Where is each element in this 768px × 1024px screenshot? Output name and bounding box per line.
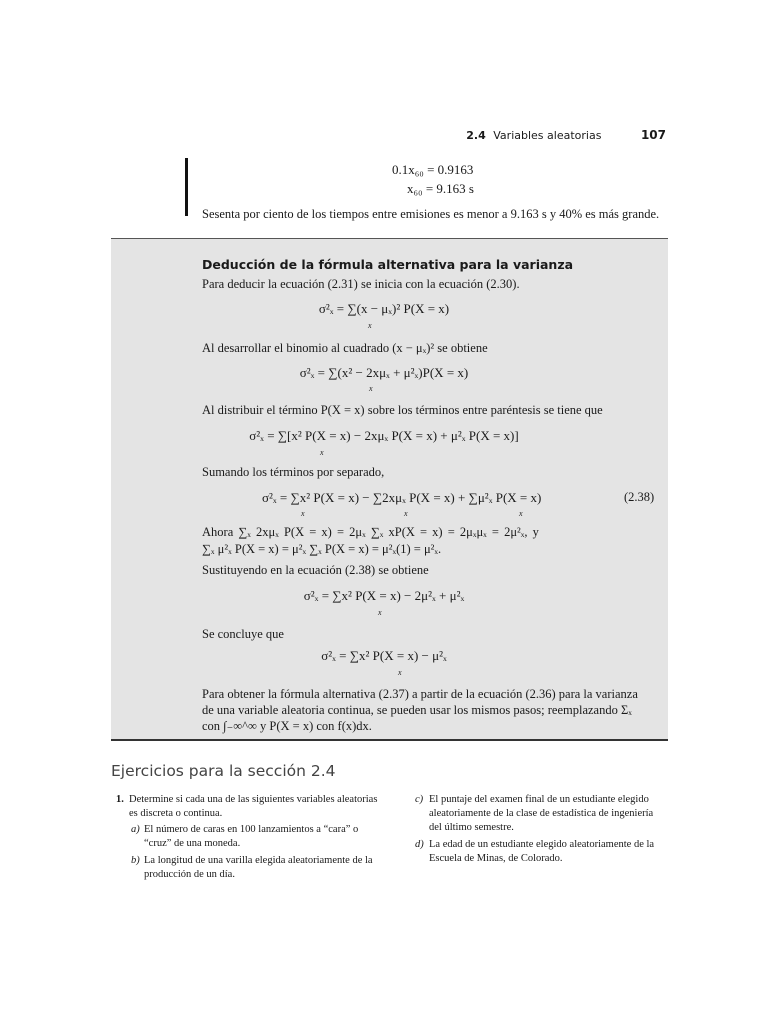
item-a-line-1: El número de caras en 100 lanzamientos a “cara” o bbox=[144, 824, 359, 835]
equation-distributed: σ²ₓ = ∑[x² P(X = x) − 2xμₓ P(X = x) + μ²ₓ P(X = x)] bbox=[249, 428, 519, 443]
equation-x60-scaled: 0.1x₆₀ = 0.9163 bbox=[392, 162, 474, 177]
equation-2-38: σ²ₓ = ∑x² P(X = x) − ∑2xμₓ P(X = x) + ∑μ²ₓ P(X = x) bbox=[262, 490, 542, 505]
equation-substituted: σ²ₓ = ∑x² P(X = x) − 2μ²ₓ + μ²ₓ bbox=[303, 588, 465, 603]
equation-x60: x₆₀ = 9.163 s bbox=[407, 181, 474, 196]
sum-index: x bbox=[320, 448, 324, 457]
item-d-label: d) bbox=[415, 839, 424, 850]
item-d-line-2: Escuela de Minas, de Colorado. bbox=[429, 853, 563, 864]
box-paragraph-5b: ∑ₓ μ²ₓ P(X = x) = μ²ₓ ∑ₓ P(X = x) = μ²ₓ(1) = μ²ₓ. bbox=[202, 542, 442, 556]
exercise-1-line-2: es discreta o continua. bbox=[129, 808, 223, 819]
section-title: Variables aleatorias bbox=[493, 129, 602, 142]
equation-alternative-variance: σ²ₓ = ∑x² P(X = x) − μ²ₓ bbox=[321, 648, 447, 663]
running-header bbox=[466, 128, 666, 142]
sum-index: x bbox=[378, 608, 382, 617]
box-paragraph-8a: Para obtener la fórmula alternativa (2.37) a partir de la ecuación (2.36) para la varianza bbox=[202, 687, 638, 701]
box-title: Deducción de la fórmula alternativa para la varianza bbox=[202, 257, 574, 272]
margin-change-bar bbox=[185, 158, 188, 216]
item-c-line-1: El puntaje del examen final de un estudiante elegido bbox=[429, 794, 649, 805]
box-paragraph-5a: Ahora ∑ₓ 2xμₓ P(X = x) = 2μₓ ∑ₓ xP(X = x) = 2μₓμₓ = 2μ²ₓ, y bbox=[202, 525, 539, 539]
sum-index: x bbox=[368, 321, 372, 330]
item-b-line-1: La longitud de una varilla elegida aleatoriamente de la bbox=[144, 855, 373, 866]
equation-number: (2.38) bbox=[624, 490, 655, 504]
box-paragraph-4: Sumando los términos por separado, bbox=[202, 465, 385, 479]
box-paragraph-6: Sustituyendo en la ecuación (2.38) se obtiene bbox=[202, 563, 429, 577]
sum-index: x bbox=[369, 384, 373, 393]
item-c-line-2: aleatoriamente de la clase de estadística de ingeniería bbox=[429, 808, 654, 819]
page-number: 107 bbox=[640, 128, 666, 142]
box-paragraph-7: Se concluye que bbox=[202, 627, 284, 641]
conclusion-text: Sesenta por ciento de los tiempos entre emisiones es menor a 9.163 s y 40% es más grande. bbox=[202, 207, 660, 221]
item-b-label: b) bbox=[131, 855, 140, 866]
box-paragraph-1: Para deducir la ecuación (2.31) se inicia con la ecuación (2.30). bbox=[202, 277, 520, 291]
item-a-label: a) bbox=[131, 824, 140, 835]
exercise-number: 1. bbox=[116, 794, 124, 805]
box-paragraph-2: Al desarrollar el binomio al cuadrado (x − μₓ)² se obtiene bbox=[202, 341, 488, 355]
item-b-line-2: producción de un día. bbox=[144, 869, 235, 880]
box-paragraph-8b: de una variable aleatoria continua, se pueden usar los mismos pasos; reemplazando Σₓ bbox=[202, 703, 632, 717]
box-paragraph-3: Al distribuir el término P(X = x) sobre los términos entre paréntesis se tiene que bbox=[202, 403, 603, 417]
item-c-label: c) bbox=[415, 794, 424, 805]
sum-index: x bbox=[404, 509, 408, 518]
equation-expanded-binomial: σ²ₓ = ∑(x² − 2xμₓ + μ²ₓ)P(X = x) bbox=[299, 365, 469, 380]
exercise-1-line-1: Determine si cada una de las siguientes variables aleatorias bbox=[129, 794, 378, 805]
exercises-heading: Ejercicios para la sección 2.4 bbox=[111, 762, 336, 780]
item-d-line-1: La edad de un estudiante elegido aleatoriamente de la bbox=[429, 839, 655, 850]
equation-variance-def: σ²ₓ = ∑(x − μₓ)² P(X = x) bbox=[318, 301, 450, 316]
sum-index: x bbox=[519, 509, 523, 518]
sum-index: x bbox=[398, 668, 402, 677]
section-number: 2.4 bbox=[466, 129, 486, 142]
sum-index: x bbox=[301, 509, 305, 518]
box-paragraph-8c: con ∫₋∞^∞ y P(X = x) con f(x)dx. bbox=[202, 719, 372, 733]
item-c-line-3: del último semestre. bbox=[429, 822, 514, 833]
item-a-line-2: “cruz” de una moneda. bbox=[144, 838, 241, 849]
